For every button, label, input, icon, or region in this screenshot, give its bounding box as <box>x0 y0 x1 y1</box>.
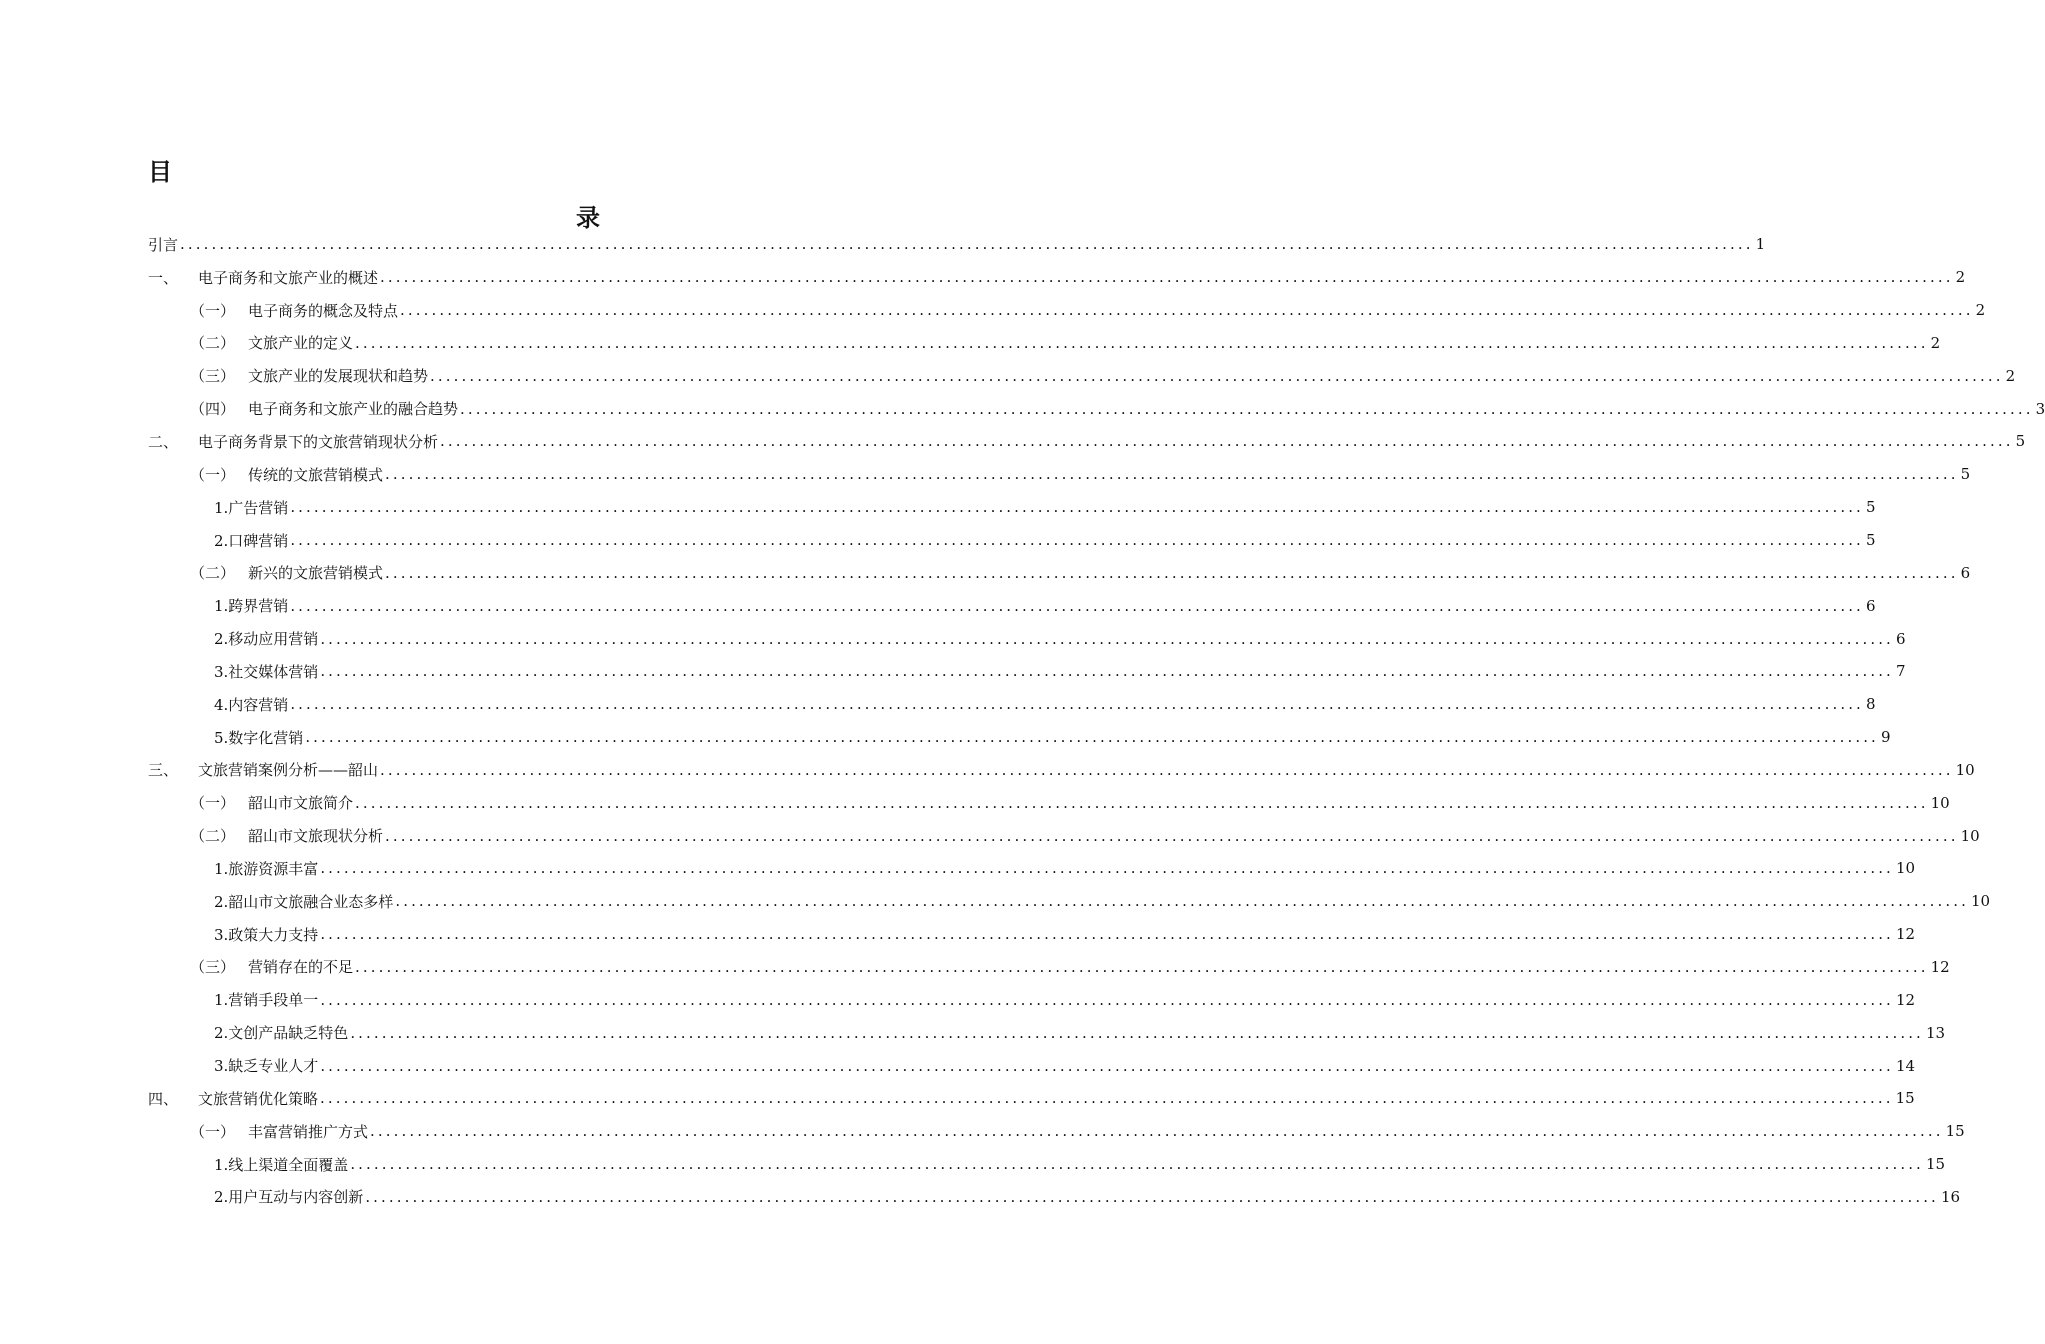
toc-entry-text: 文旅产业的发展现状和趋势 <box>248 367 429 386</box>
toc-entry-page: 8 <box>1865 695 1876 714</box>
toc-leader-dots: ........................................................................................................................................................................................................ <box>320 1089 1894 1108</box>
toc-leader-dots: ........................................................................................................................................................................................................ <box>320 990 1894 1009</box>
toc-entry[interactable] <box>148 688 1876 721</box>
toc-entry-page: 6 <box>1865 596 1876 615</box>
toc-entry-text: 1.跨界营销 <box>214 597 289 616</box>
toc-entry-label <box>214 628 318 649</box>
toc-entry[interactable] <box>148 261 1966 294</box>
toc-leader-dots: ........................................................................................................................................................................................................ <box>180 235 1754 254</box>
toc-entry-page: 6 <box>1895 629 1906 648</box>
toc-entry[interactable] <box>148 1082 1915 1115</box>
toc-entry-text: 2.用户互动与内容创新 <box>214 1188 364 1207</box>
toc-entry-label <box>190 332 353 353</box>
toc-leader-dots: ........................................................................................................................................................................................................ <box>355 333 1929 352</box>
toc-entry-label <box>148 267 378 288</box>
toc-entry-label <box>214 989 318 1010</box>
toc-entry-label <box>214 530 288 551</box>
toc-leader-dots: ........................................................................................................................................................................................................ <box>380 268 1954 287</box>
toc-entry-number: （一） <box>190 301 236 320</box>
toc-entry-page: 3 <box>2035 399 2045 418</box>
toc-leader-dots: ........................................................................................................................................................................................................ <box>355 957 1929 976</box>
toc-entry-label <box>214 1022 348 1043</box>
toc-entry-label <box>190 1121 368 1142</box>
toc-leader-dots: ........................................................................................................................................................................................................ <box>365 1187 1939 1206</box>
toc-entry-label <box>190 825 383 846</box>
toc-leader-dots: ........................................................................................................................................................................................................ <box>370 1122 1944 1141</box>
toc-entry[interactable] <box>148 392 2045 425</box>
toc-entry-number: （四） <box>190 400 236 419</box>
toc-leader-dots: ........................................................................................................................................................................................................ <box>400 301 1974 320</box>
toc-entry-text: 5.数字化营销 <box>214 728 304 747</box>
toc-entry-page: 13 <box>1925 1023 1946 1042</box>
toc-entry[interactable] <box>148 524 1876 557</box>
toc-entry-text: 韶山市文旅现状分析 <box>248 827 384 846</box>
toc-entry-page: 2 <box>1975 301 1986 320</box>
toc-entry[interactable] <box>148 754 1975 787</box>
toc-entry-text: 1.线上渠道全面覆盖 <box>214 1155 349 1174</box>
toc-leader-dots: ........................................................................................................................................................................................................ <box>385 826 1959 845</box>
toc-entry-page: 10 <box>1960 826 1980 845</box>
toc-leader-dots: ........................................................................................................................................................................................................ <box>385 563 1959 582</box>
toc-entry-label <box>190 562 383 583</box>
toc-entry-text: 营销存在的不足 <box>248 958 354 977</box>
toc-leader-dots: ........................................................................................................................................................................................................ <box>320 629 1894 648</box>
toc-entry-page: 5 <box>1960 465 1971 484</box>
toc-entry-text: 文旅营销优化策略 <box>198 1089 319 1108</box>
toc-entry[interactable] <box>148 1180 1961 1213</box>
toc-leader-dots: ........................................................................................................................................................................................................ <box>320 1056 1894 1075</box>
table-of-contents <box>148 228 2045 1213</box>
toc-entry-page: 2 <box>1955 268 1966 287</box>
toc-leader-dots: ........................................................................................................................................................................................................ <box>395 892 1969 911</box>
toc-entry-page: 6 <box>1960 563 1971 582</box>
toc-entry-label <box>214 858 318 879</box>
toc-entry-number: （二） <box>190 334 236 353</box>
toc-entry-text: 3.缺乏专业人才 <box>214 1057 319 1076</box>
toc-entry-page: 12 <box>1895 990 1916 1009</box>
toc-entry-page: 10 <box>1930 793 1950 812</box>
toc-entry[interactable] <box>148 294 1986 327</box>
toc-entry[interactable] <box>148 885 1991 918</box>
toc-entry-text: 电子商务的概念及特点 <box>248 301 399 320</box>
toc-leader-dots: ........................................................................................................................................................................................................ <box>290 695 1864 714</box>
toc-leader-dots: ........................................................................................................................................................................................................ <box>320 859 1894 878</box>
toc-entry[interactable] <box>148 327 1941 360</box>
toc-entry-number: （三） <box>190 367 236 386</box>
toc-entry-label <box>214 661 318 682</box>
toc-leader-dots: ........................................................................................................................................................................................................ <box>320 662 1894 681</box>
toc-entry[interactable] <box>148 359 2016 392</box>
toc-entry-label <box>190 365 428 386</box>
toc-entry-text: 电子商务背景下的文旅营销现状分析 <box>198 432 439 451</box>
toc-leader-dots: ........................................................................................................................................................................................................ <box>290 596 1864 615</box>
toc-entry-label <box>148 759 378 780</box>
toc-entry-label <box>214 595 288 616</box>
toc-entry-page: 15 <box>1925 1155 1946 1174</box>
toc-entry[interactable] <box>148 491 1876 524</box>
toc-entry-page: 10 <box>1970 892 1991 911</box>
toc-entry-number: 一、 <box>148 268 179 287</box>
toc-entry-page: 5 <box>2015 432 2026 451</box>
toc-entry-number: 四、 <box>148 1089 179 1108</box>
toc-entry-page: 9 <box>1880 728 1891 747</box>
toc-entry-label <box>148 1088 318 1109</box>
toc-leader-dots: ........................................................................................................................................................................................................ <box>305 728 1879 747</box>
toc-entry-page: 15 <box>1945 1122 1965 1141</box>
toc-entry-text: 1.旅游资源丰富 <box>214 859 319 878</box>
toc-leader-dots: ........................................................................................................................................................................................................ <box>320 925 1894 944</box>
toc-entry[interactable] <box>148 852 1916 885</box>
toc-entry-text: 传统的文旅营销模式 <box>248 465 384 484</box>
toc-entry-text: 2.口碑营销 <box>214 531 289 550</box>
toc-entry-page: 10 <box>1895 859 1916 878</box>
toc-entry-number: （一） <box>190 1122 236 1141</box>
toc-entry-number: 三、 <box>148 761 179 780</box>
toc-title-char-1: 目 <box>148 158 172 186</box>
toc-entry[interactable] <box>148 786 1950 819</box>
toc-entry-label <box>190 464 383 485</box>
toc-leader-dots: ........................................................................................................................................................................................................ <box>460 399 2034 418</box>
toc-entry-text: 2.文创产品缺乏特色 <box>214 1024 349 1043</box>
toc-entry[interactable] <box>148 228 1766 261</box>
toc-entry-text: 丰富营销推广方式 <box>248 1122 369 1141</box>
toc-entry[interactable] <box>148 622 1906 655</box>
toc-leader-dots: ........................................................................................................................................................................................................ <box>290 498 1864 517</box>
toc-entry-text: 电子商务和文旅产业的融合趋势 <box>248 400 459 419</box>
toc-entry-label <box>190 956 353 977</box>
toc-entry-text: 3.社交媒体营销 <box>214 662 319 681</box>
toc-leader-dots: ........................................................................................................................................................................................................ <box>385 465 1959 484</box>
toc-entry-text: 文旅营销案例分析——韶山 <box>198 761 379 780</box>
toc-entry-label <box>214 1055 318 1076</box>
toc-entry-page: 14 <box>1895 1056 1916 1075</box>
toc-entry-text: 电子商务和文旅产业的概述 <box>198 268 379 287</box>
toc-entry-label <box>214 497 288 518</box>
toc-entry[interactable] <box>148 655 1906 688</box>
toc-entry-label <box>214 1186 363 1207</box>
toc-entry-label <box>214 1154 348 1175</box>
toc-entry[interactable] <box>148 556 1971 589</box>
toc-entry-label <box>148 234 178 255</box>
toc-entry[interactable] <box>148 1115 1965 1148</box>
toc-entry[interactable] <box>148 918 1916 951</box>
toc-entry-label <box>148 431 438 452</box>
toc-entry[interactable] <box>148 1049 1916 1082</box>
toc-entry[interactable] <box>148 589 1876 622</box>
toc-entry-number: （二） <box>190 564 236 583</box>
toc-entry-label <box>214 727 303 748</box>
toc-entry-page: 16 <box>1940 1187 1961 1206</box>
toc-entry[interactable] <box>148 721 1891 754</box>
toc-entry-label <box>214 891 393 912</box>
toc-entry-number: （二） <box>190 827 236 846</box>
toc-entry-text: 韶山市文旅简介 <box>248 794 354 813</box>
toc-entry-page: 15 <box>1895 1089 1915 1108</box>
toc-entry-page: 12 <box>1930 957 1950 976</box>
toc-entry-number: （三） <box>190 958 236 977</box>
toc-leader-dots: ........................................................................................................................................................................................................ <box>290 531 1864 550</box>
toc-entry-text: 文旅产业的定义 <box>248 334 354 353</box>
toc-entry-text: 引言 <box>148 235 179 254</box>
toc-entry-text: 3.政策大力支持 <box>214 925 319 944</box>
toc-leader-dots: ........................................................................................................................................................................................................ <box>440 432 2014 451</box>
toc-entry-label <box>190 398 458 419</box>
toc-entry-page: 10 <box>1955 760 1975 779</box>
toc-entry-page: 5 <box>1865 498 1876 517</box>
toc-entry-text: 1.营销手段单一 <box>214 991 319 1010</box>
toc-entry-text: 1.广告营销 <box>214 498 289 517</box>
toc-entry-text: 2.移动应用营销 <box>214 630 319 649</box>
toc-entry[interactable] <box>148 425 2026 458</box>
toc-entry-page: 7 <box>1895 662 1906 681</box>
toc-entry[interactable] <box>148 458 1971 491</box>
toc-entry-number: （一） <box>190 465 236 484</box>
toc-entry[interactable] <box>148 951 1950 984</box>
toc-entry-label <box>214 694 288 715</box>
toc-entry-label <box>190 300 398 321</box>
toc-entry[interactable] <box>148 1148 1946 1181</box>
toc-leader-dots: ........................................................................................................................................................................................................ <box>430 366 2004 385</box>
toc-entry-label <box>190 792 353 813</box>
toc-entry-number: （一） <box>190 794 236 813</box>
toc-entry-text: 2.韶山市文旅融合业态多样 <box>214 892 394 911</box>
toc-leader-dots: ........................................................................................................................................................................................................ <box>350 1155 1924 1174</box>
toc-entry-page: 2 <box>1930 333 1941 352</box>
toc-entry-page: 12 <box>1895 925 1916 944</box>
toc-entry-text: 新兴的文旅营销模式 <box>248 564 384 583</box>
toc-title-char-2: 录 <box>576 204 600 232</box>
toc-entry-number: 二、 <box>148 432 179 451</box>
toc-leader-dots: ........................................................................................................................................................................................................ <box>380 760 1954 779</box>
toc-entry-label <box>214 924 318 945</box>
toc-entry-page: 2 <box>2005 366 2016 385</box>
toc-entry[interactable] <box>148 819 1980 852</box>
toc-leader-dots: ........................................................................................................................................................................................................ <box>350 1023 1924 1042</box>
toc-entry[interactable] <box>148 1016 1946 1049</box>
toc-entry-text: 4.内容营销 <box>214 695 289 714</box>
toc-leader-dots: ........................................................................................................................................................................................................ <box>355 793 1929 812</box>
toc-entry[interactable] <box>148 983 1916 1016</box>
toc-entry-page: 5 <box>1865 531 1876 550</box>
toc-entry-page: 1 <box>1755 235 1766 254</box>
